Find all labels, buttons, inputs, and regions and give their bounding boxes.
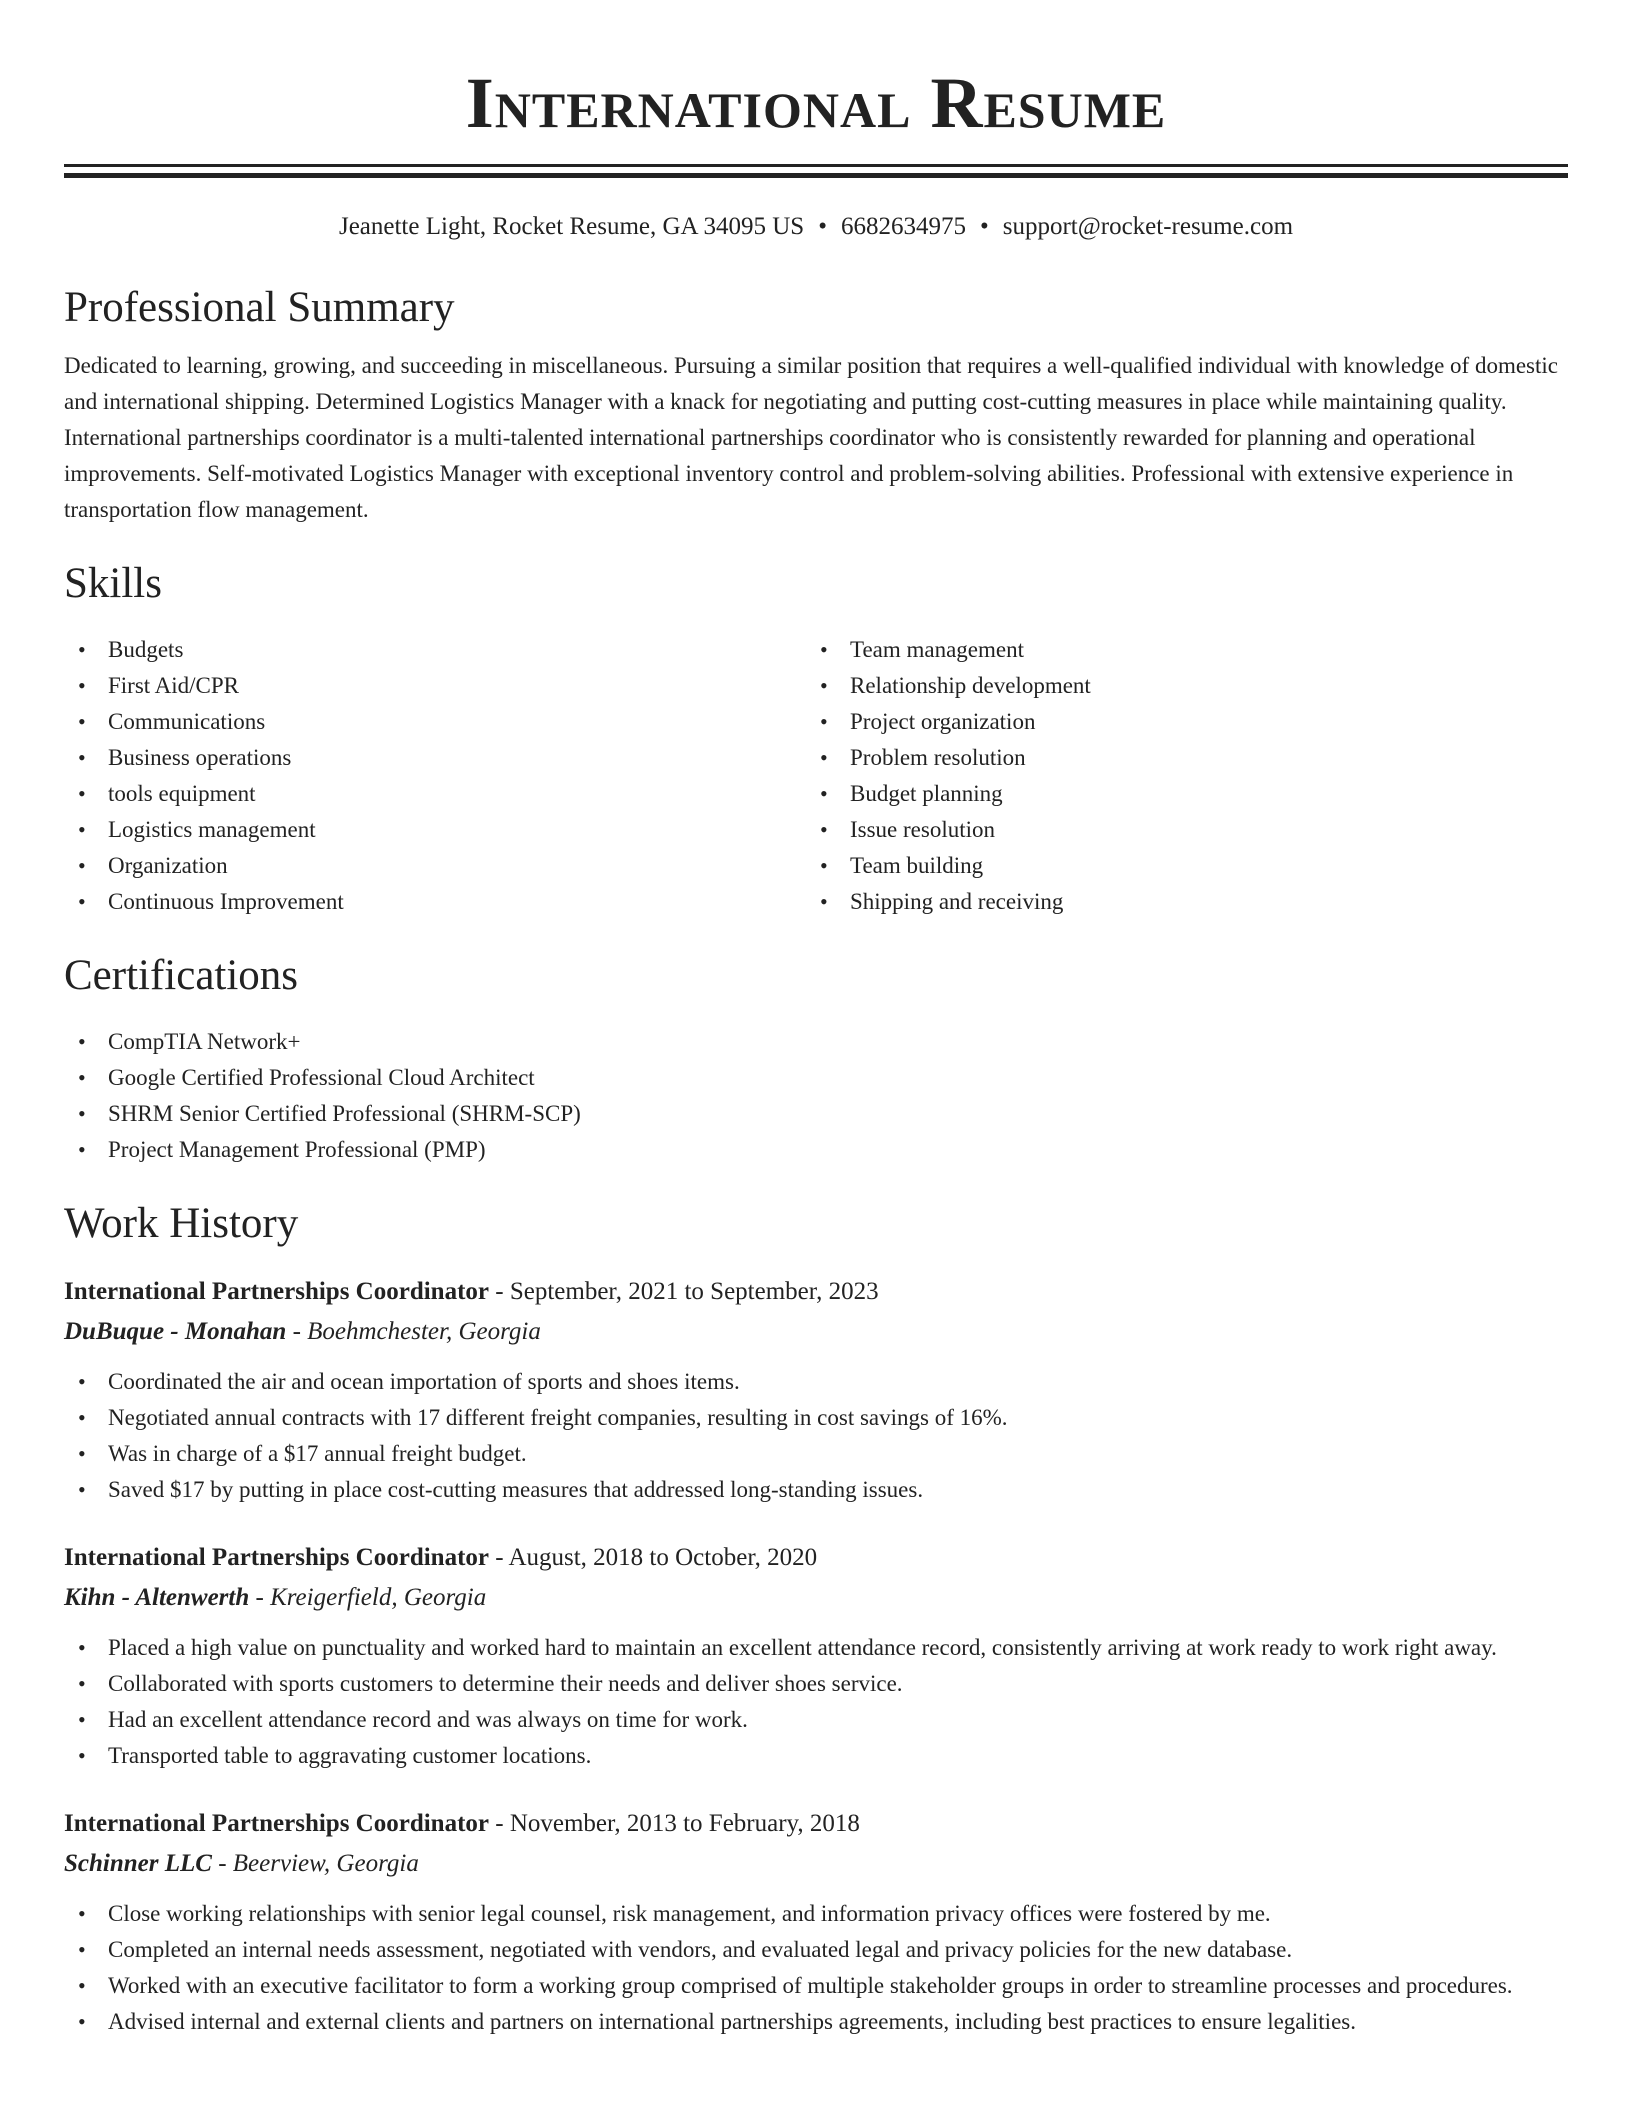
skill-item: • Project organization: [806, 704, 1548, 740]
job-title: International Partnerships Coordinator: [64, 1278, 489, 1305]
job-title: International Partnerships Coordinator: [64, 1544, 489, 1571]
job-duty: • Transported table to aggravating customer locations.: [64, 1738, 1568, 1774]
job-company: Schinner LLC: [64, 1850, 212, 1877]
job-title-line: [64, 1538, 1568, 1578]
skill-item: • Issue resolution: [806, 812, 1548, 848]
job-duty: • Worked with an executive facilitator to form a working group comprised of multiple stakeholder groups in order to streamline processes and procedures.: [64, 1968, 1568, 2004]
skills-heading: Skills: [64, 560, 162, 607]
job-entry: [64, 1272, 1568, 1508]
resume-title: International Resume: [465, 63, 1167, 143]
skill-item: • Relationship development: [806, 668, 1548, 704]
job-duties-list: [64, 1896, 1568, 2040]
job-location: - Boehmchester, Georgia: [286, 1318, 541, 1345]
job-title: International Partnerships Coordinator: [64, 1810, 489, 1837]
title-rule-bottom: [64, 173, 1568, 178]
job-entry: [64, 1804, 1568, 2040]
certification-item: • Google Certified Professional Cloud Architect: [64, 1060, 1568, 1096]
job-company-line: [64, 1578, 1568, 1618]
job-duty: • Saved $17 by putting in place cost-cutting measures that addressed long-standing issues.: [64, 1472, 1568, 1508]
job-duty: • Had an excellent attendance record and was always on time for work.: [64, 1702, 1568, 1738]
skills-list-right: [806, 632, 1548, 920]
skill-item: • Organization: [64, 848, 806, 884]
job-location: - Kreigerfield, Georgia: [249, 1584, 487, 1611]
job-company: DuBuque - Monahan: [64, 1318, 287, 1345]
summary-heading: Professional Summary: [64, 284, 455, 331]
contact-separator: •: [818, 213, 827, 240]
skill-item: • Budgets: [64, 632, 806, 668]
certification-item: • SHRM Senior Certified Professional (SHRM-SCP): [64, 1096, 1568, 1132]
job-location: - Beerview, Georgia: [211, 1850, 419, 1877]
skill-item: • Budget planning: [806, 776, 1548, 812]
job-company: Kihn - Altenwerth: [64, 1584, 250, 1611]
job-company-line: [64, 1844, 1568, 1884]
contact-separator: •: [979, 213, 989, 240]
job-company-line: [64, 1312, 1568, 1352]
skill-item: • Communications: [64, 704, 806, 740]
skill-item: • Logistics management: [64, 812, 806, 848]
job-duty: • Collaborated with sports customers to determine their needs and deliver shoes service.: [64, 1666, 1568, 1702]
job-duty: • Placed a high value on punctuality and worked hard to maintain an excellent attendance record, consistently arriving at work ready to work right away.: [64, 1630, 1568, 1666]
skills-grid: [64, 632, 1568, 920]
skills-column-right: [806, 632, 1548, 920]
skill-item: • Problem resolution: [806, 740, 1548, 776]
skill-item: • Team management: [806, 632, 1548, 668]
skills-list-left: [64, 632, 806, 920]
contact-phone: 6682634975: [840, 213, 966, 240]
job-dates: - November, 2013 to February, 2018: [489, 1810, 860, 1837]
skill-item: • Team building: [806, 848, 1548, 884]
job-duty: • Coordinated the air and ocean importation of sports and shoes items.: [64, 1364, 1568, 1400]
job-duty: • Advised internal and external clients and partners on international partnerships agreements, including best practices to ensure legalities.: [64, 2004, 1568, 2040]
contact-line: [64, 210, 1568, 244]
skill-item: • Continuous Improvement: [64, 884, 806, 920]
job-dates: - September, 2021 to September, 2023: [489, 1278, 879, 1305]
summary-text: Dedicated to learning, growing, and succeeding in miscellaneous. Pursuing a similar position that requires a well-qualified individual with knowledge of domestic and international shipping. Determined Logistics Manager with a knack for negotiating and putting cost-cutting measures in place while maintaining quality. International partnerships coordinator is a multi-talented international partnerships coordinator who is consistently rewarded for planning and operational improvements. Self-motivated Logistics Manager with exceptional inventory control and problem-solving abilities. Professional with extensive experience in transportation flow management.: [64, 353, 1559, 522]
job-title-line: [64, 1804, 1568, 1844]
skills-column-left: [64, 632, 806, 920]
job-duties-list: [64, 1630, 1568, 1774]
skill-item: • tools equipment: [64, 776, 806, 812]
certification-item: • Project Management Professional (PMP): [64, 1132, 1568, 1168]
job-duties-list: [64, 1364, 1568, 1508]
job-duty: • Negotiated annual contracts with 17 different freight companies, resulting in cost savings of 16%.: [64, 1400, 1568, 1436]
contact-address: Jeanette Light, Rocket Resume, GA 34095 US: [338, 213, 805, 240]
job-duty: • Completed an internal needs assessment, negotiated with vendors, and evaluated legal and privacy policies for the new database.: [64, 1932, 1568, 1968]
job-dates: - August, 2018 to October, 2020: [489, 1544, 818, 1571]
skill-item: • First Aid/CPR: [64, 668, 806, 704]
skill-item: • Business operations: [64, 740, 806, 776]
job-title-line: [64, 1272, 1568, 1312]
certifications-heading: Certifications: [64, 952, 299, 999]
contact-email: support@rocket-resume.com: [1002, 213, 1294, 240]
skill-item: • Shipping and receiving: [806, 884, 1548, 920]
work-history-heading: Work History: [64, 1200, 299, 1247]
certifications-list: [64, 1024, 1568, 1168]
certification-item: • CompTIA Network+: [64, 1024, 1568, 1060]
job-entry: [64, 1538, 1568, 1774]
job-duty: • Was in charge of a $17 annual freight budget.: [64, 1436, 1568, 1472]
job-duty: • Close working relationships with senior legal counsel, risk management, and information privacy offices were fostered by me.: [64, 1896, 1568, 1932]
